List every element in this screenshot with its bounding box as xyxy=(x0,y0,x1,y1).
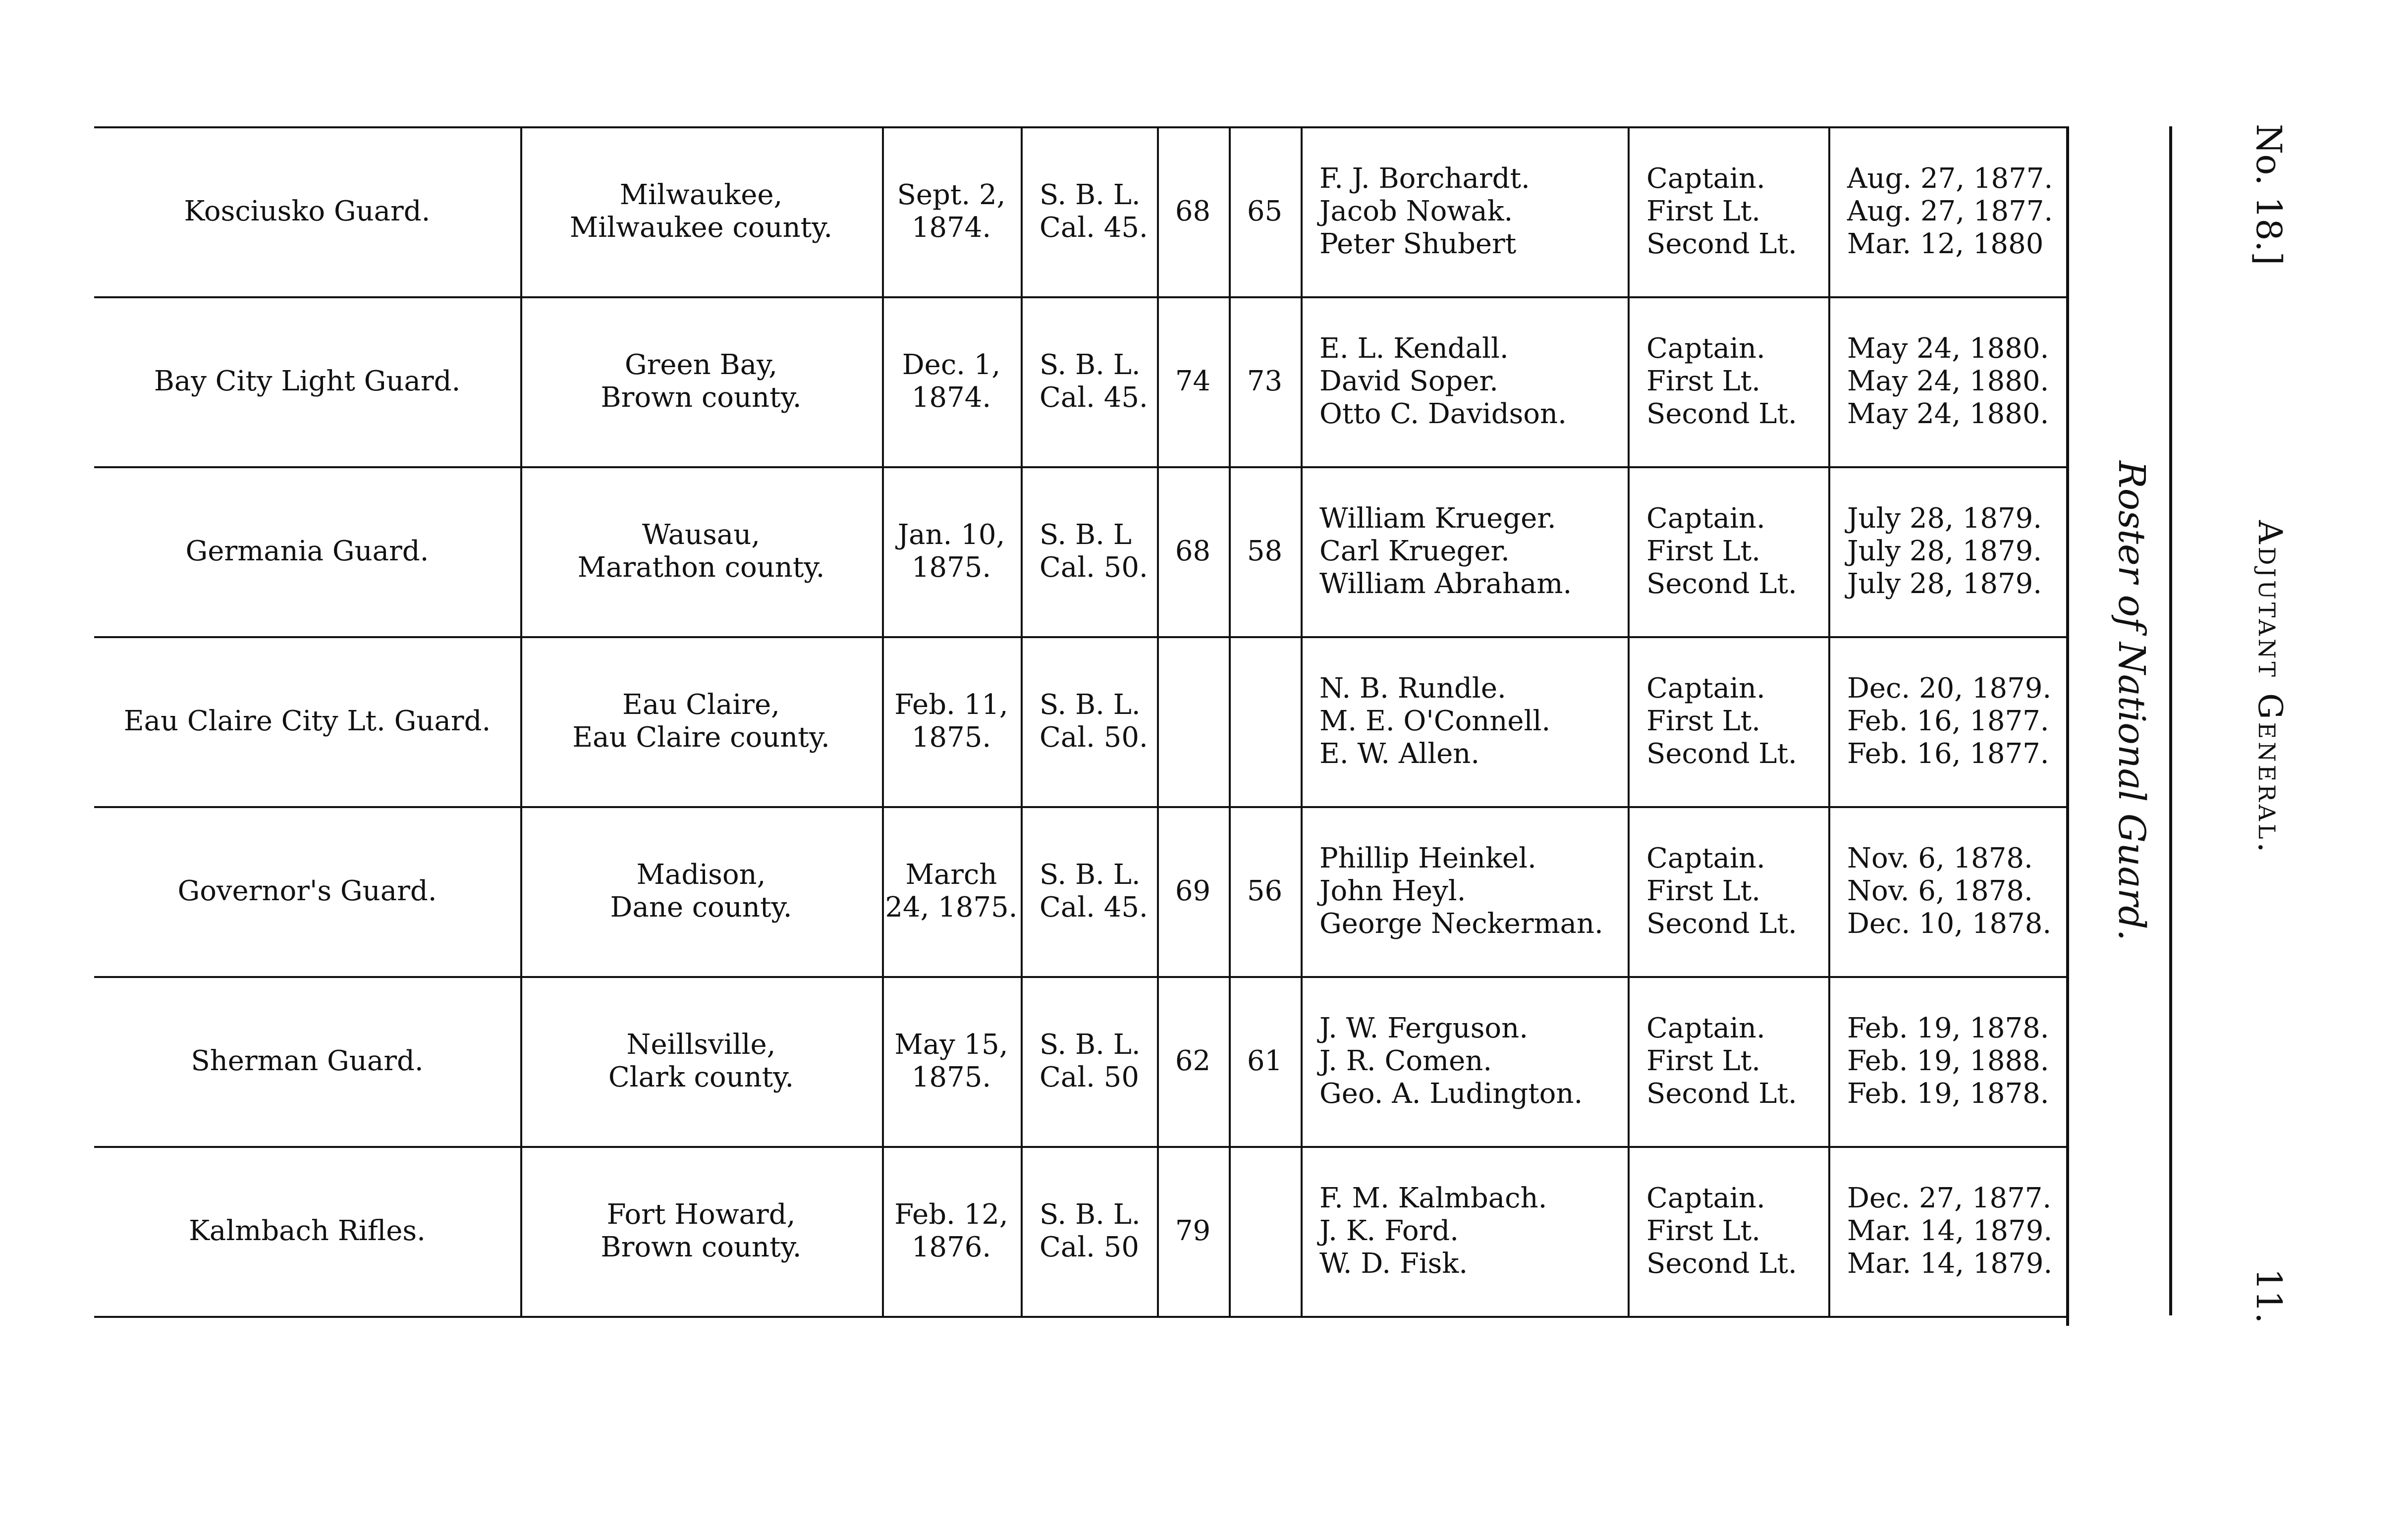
ranks-line: Second Lt. xyxy=(1646,227,1797,260)
num2-cell xyxy=(1229,126,1301,296)
ranks-line: Captain. xyxy=(1646,842,1765,874)
commissioned-cell xyxy=(1847,1146,2066,1316)
date-cell xyxy=(882,296,1021,466)
num1-cell xyxy=(1157,806,1229,976)
ranks-line: First Lt. xyxy=(1646,365,1761,397)
company-cell xyxy=(94,296,520,466)
num2-cell xyxy=(1229,806,1301,976)
ranks-cell xyxy=(1646,1146,1828,1316)
commissioned-line: Nov. 6, 1878. xyxy=(1847,874,2033,907)
commissioned-line: Mar. 12, 1880 xyxy=(1847,227,2044,260)
ranks-cell xyxy=(1646,296,1828,466)
arms-line: Cal. 45. xyxy=(1040,891,1148,924)
ranks-line: Captain. xyxy=(1646,332,1765,365)
num2-cell xyxy=(1229,466,1301,636)
num2-line: 56 xyxy=(1247,874,1283,907)
date-line: 1875. xyxy=(911,721,991,754)
officers-cell xyxy=(1319,126,1628,296)
num1-line: 62 xyxy=(1175,1044,1211,1077)
commissioned-line: July 28, 1879. xyxy=(1847,535,2042,567)
table-title: Roster of National Guard. xyxy=(2110,461,2153,941)
officers-cell xyxy=(1319,806,1628,976)
officers-cell xyxy=(1319,1146,1628,1316)
location-line: Eau Claire, xyxy=(622,688,780,721)
column-divider xyxy=(1021,126,1023,1316)
ranks-cell xyxy=(1646,806,1828,976)
arms-cell xyxy=(1040,1146,1157,1316)
officers-cell xyxy=(1319,976,1628,1146)
commissioned-cell xyxy=(1847,296,2066,466)
num2-cell xyxy=(1229,1146,1301,1316)
ranks-line: Second Lt. xyxy=(1646,907,1797,940)
location-line: Marathon county. xyxy=(577,551,825,584)
commissioned-cell xyxy=(1847,976,2066,1146)
num1-line: 68 xyxy=(1175,535,1211,567)
num2-line: 65 xyxy=(1247,195,1283,227)
column-divider xyxy=(1628,126,1630,1316)
commissioned-line: July 28, 1879. xyxy=(1847,567,2042,600)
num1-line: 68 xyxy=(1175,195,1211,227)
ranks-line: First Lt. xyxy=(1646,705,1761,737)
officers-line: Geo. A. Ludington. xyxy=(1319,1077,1583,1110)
date-cell xyxy=(882,636,1021,806)
arms-cell xyxy=(1040,126,1157,296)
officers-line: F. M. Kalmbach. xyxy=(1319,1182,1547,1214)
arms-line: S. B. L. xyxy=(1040,688,1141,721)
location-line: Madison, xyxy=(636,858,766,891)
location-cell xyxy=(520,126,882,296)
location-cell xyxy=(520,296,882,466)
date-line: Feb. 12, xyxy=(894,1198,1008,1231)
ranks-line: First Lt. xyxy=(1646,195,1761,227)
location-line: Milwaukee county. xyxy=(569,211,833,244)
ranks-line: First Lt. xyxy=(1646,874,1761,907)
num1-line: 74 xyxy=(1175,365,1211,397)
ranks-line: Captain. xyxy=(1646,672,1765,705)
ranks-line: First Lt. xyxy=(1646,535,1761,567)
num1-line: 79 xyxy=(1175,1214,1211,1247)
ranks-line: Second Lt. xyxy=(1646,397,1797,430)
company-line: Governor's Guard. xyxy=(177,874,437,907)
ranks-cell xyxy=(1646,466,1828,636)
commissioned-line: Mar. 14, 1879. xyxy=(1847,1247,2053,1280)
arms-cell xyxy=(1040,976,1157,1146)
ranks-line: First Lt. xyxy=(1646,1214,1761,1247)
num1-cell xyxy=(1157,296,1229,466)
num1-cell xyxy=(1157,1146,1229,1316)
num2-cell xyxy=(1229,296,1301,466)
commissioned-line: Dec. 10, 1878. xyxy=(1847,907,2052,940)
arms-cell xyxy=(1040,466,1157,636)
date-line: Jan. 10, xyxy=(897,518,1005,551)
location-line: Green Bay, xyxy=(624,348,778,381)
officers-line: W. D. Fisk. xyxy=(1319,1247,1468,1280)
ranks-line: Captain. xyxy=(1646,1182,1765,1214)
date-cell xyxy=(882,466,1021,636)
ranks-line: Captain. xyxy=(1646,502,1765,535)
location-cell xyxy=(520,976,882,1146)
officers-line: William Krueger. xyxy=(1319,502,1556,535)
issue-number: No. 18.] xyxy=(2248,124,2289,266)
page-number: 11. xyxy=(2248,1268,2289,1324)
date-line: Sept. 2, xyxy=(897,178,1006,211)
ranks-line: First Lt. xyxy=(1646,1044,1761,1077)
column-divider xyxy=(1301,126,1303,1316)
location-line: Neillsville, xyxy=(626,1028,776,1061)
officers-line: J. K. Ford. xyxy=(1319,1214,1459,1247)
location-line: Eau Claire county. xyxy=(572,721,830,754)
commissioned-line: July 28, 1879. xyxy=(1847,502,2042,535)
officers-line: E. W. Allen. xyxy=(1319,737,1480,770)
officers-line: J. W. Ferguson. xyxy=(1319,1012,1529,1044)
date-cell xyxy=(882,1146,1021,1316)
arms-cell xyxy=(1040,636,1157,806)
officers-line: Jacob Nowak. xyxy=(1319,195,1513,227)
date-line: 1874. xyxy=(911,381,991,414)
commissioned-cell xyxy=(1847,806,2066,976)
ranks-line: Captain. xyxy=(1646,1012,1765,1044)
officers-line: M. E. O'Connell. xyxy=(1319,705,1551,737)
num2-line: 61 xyxy=(1247,1044,1283,1077)
ranks-line: Captain. xyxy=(1646,162,1765,195)
officers-cell xyxy=(1319,296,1628,466)
officers-line: John Heyl. xyxy=(1319,874,1466,907)
company-cell xyxy=(94,466,520,636)
commissioned-line: Nov. 6, 1878. xyxy=(1847,842,2033,874)
date-cell xyxy=(882,806,1021,976)
arms-line: Cal. 45. xyxy=(1040,211,1148,244)
company-cell xyxy=(94,976,520,1146)
num2-line: 73 xyxy=(1247,365,1283,397)
ranks-cell xyxy=(1646,126,1828,296)
company-line: Germania Guard. xyxy=(185,535,429,567)
officers-line: David Soper. xyxy=(1319,365,1498,397)
arms-line: Cal. 45. xyxy=(1040,381,1148,414)
date-cell xyxy=(882,126,1021,296)
ranks-cell xyxy=(1646,976,1828,1146)
num1-cell xyxy=(1157,976,1229,1146)
officers-line: F. J. Borchardt. xyxy=(1319,162,1530,195)
arms-line: S. B. L. xyxy=(1040,348,1141,381)
company-line: Sherman Guard. xyxy=(191,1044,424,1077)
officers-line: N. B. Rundle. xyxy=(1319,672,1506,705)
num1-cell xyxy=(1157,466,1229,636)
officers-line: Otto C. Davidson. xyxy=(1319,397,1567,430)
location-cell xyxy=(520,806,882,976)
arms-line: Cal. 50 xyxy=(1040,1061,1140,1093)
arms-line: S. B. L. xyxy=(1040,858,1141,891)
num2-cell xyxy=(1229,636,1301,806)
commissioned-line: May 24, 1880. xyxy=(1847,365,2049,397)
commissioned-line: Feb. 16, 1877. xyxy=(1847,737,2049,770)
company-cell xyxy=(94,636,520,806)
ranks-line: Second Lt. xyxy=(1646,1077,1797,1110)
table-bottom-rule xyxy=(94,1316,2066,1318)
arms-line: S. B. L. xyxy=(1040,1198,1141,1231)
officers-line: Peter Shubert xyxy=(1319,227,1517,260)
location-cell xyxy=(520,1146,882,1316)
arms-cell xyxy=(1040,296,1157,466)
commissioned-line: Aug. 27, 1877. xyxy=(1847,162,2053,195)
arms-line: S. B. L xyxy=(1040,518,1132,551)
company-line: Bay City Light Guard. xyxy=(154,365,461,397)
company-cell xyxy=(94,126,520,296)
header-rule xyxy=(2169,126,2172,1315)
commissioned-line: Aug. 27, 1877. xyxy=(1847,195,2053,227)
date-line: 1874. xyxy=(911,211,991,244)
company-cell xyxy=(94,806,520,976)
company-line: Kalmbach Rifles. xyxy=(189,1214,426,1247)
location-cell xyxy=(520,466,882,636)
officers-line: E. L. Kendall. xyxy=(1319,332,1509,365)
officers-cell xyxy=(1319,636,1628,806)
company-line: Kosciusko Guard. xyxy=(184,195,431,227)
commissioned-line: May 24, 1880. xyxy=(1847,332,2049,365)
arms-line: Cal. 50 xyxy=(1040,1231,1140,1263)
ranks-cell xyxy=(1646,636,1828,806)
num1-cell xyxy=(1157,636,1229,806)
officers-cell xyxy=(1319,466,1628,636)
arms-line: S. B. L. xyxy=(1040,178,1141,211)
num2-line: 58 xyxy=(1247,535,1283,567)
location-line: Brown county. xyxy=(601,381,802,414)
ranks-line: Second Lt. xyxy=(1646,737,1797,770)
commissioned-line: Feb. 19, 1878. xyxy=(1847,1012,2049,1044)
commissioned-line: Dec. 27, 1877. xyxy=(1847,1182,2052,1214)
commissioned-cell xyxy=(1847,126,2066,296)
commissioned-line: Feb. 19, 1878. xyxy=(1847,1077,2049,1110)
commissioned-line: Feb. 19, 1888. xyxy=(1847,1044,2049,1077)
commissioned-cell xyxy=(1847,466,2066,636)
commissioned-line: Dec. 20, 1879. xyxy=(1847,672,2052,705)
date-line: 1875. xyxy=(911,1061,991,1093)
date-line: May 15, xyxy=(894,1028,1008,1061)
commissioned-line: Mar. 14, 1879. xyxy=(1847,1214,2053,1247)
officers-line: Phillip Heinkel. xyxy=(1319,842,1536,874)
location-line: Brown county. xyxy=(601,1231,802,1263)
date-line: March xyxy=(905,858,997,891)
officers-line: George Neckerman. xyxy=(1319,907,1603,940)
company-line: Eau Claire City Lt. Guard. xyxy=(123,705,491,737)
arms-line: S. B. L. xyxy=(1040,1028,1141,1061)
arms-cell xyxy=(1040,806,1157,976)
ranks-line: Second Lt. xyxy=(1646,1247,1797,1280)
date-line: 1876. xyxy=(911,1231,991,1263)
company-cell xyxy=(94,1146,520,1316)
officers-line: J. R. Comen. xyxy=(1319,1044,1492,1077)
arms-line: Cal. 50. xyxy=(1040,721,1148,754)
officers-line: Carl Krueger. xyxy=(1319,535,1510,567)
running-title: Adjutant General. xyxy=(2251,520,2289,856)
num1-line: 69 xyxy=(1175,874,1211,907)
arms-line: Cal. 50. xyxy=(1040,551,1148,584)
ranks-line: Second Lt. xyxy=(1646,567,1797,600)
location-cell xyxy=(520,636,882,806)
officers-line: William Abraham. xyxy=(1319,567,1572,600)
num1-cell xyxy=(1157,126,1229,296)
date-line: Feb. 11, xyxy=(894,688,1008,721)
date-line: Dec. 1, xyxy=(902,348,1001,381)
date-line: 1875. xyxy=(911,551,991,584)
location-line: Fort Howard, xyxy=(606,1198,796,1231)
commissioned-line: Feb. 16, 1877. xyxy=(1847,705,2049,737)
commissioned-cell xyxy=(1847,636,2066,806)
location-line: Wausau, xyxy=(642,518,761,551)
date-cell xyxy=(882,976,1021,1146)
location-line: Dane county. xyxy=(610,891,792,924)
column-divider xyxy=(1828,126,1830,1316)
date-line: 24, 1875. xyxy=(885,891,1018,924)
commissioned-line: May 24, 1880. xyxy=(1847,397,2049,430)
location-line: Clark county. xyxy=(608,1061,794,1093)
location-line: Milwaukee, xyxy=(619,178,783,211)
num2-cell xyxy=(1229,976,1301,1146)
table-right-rule xyxy=(2066,126,2069,1326)
